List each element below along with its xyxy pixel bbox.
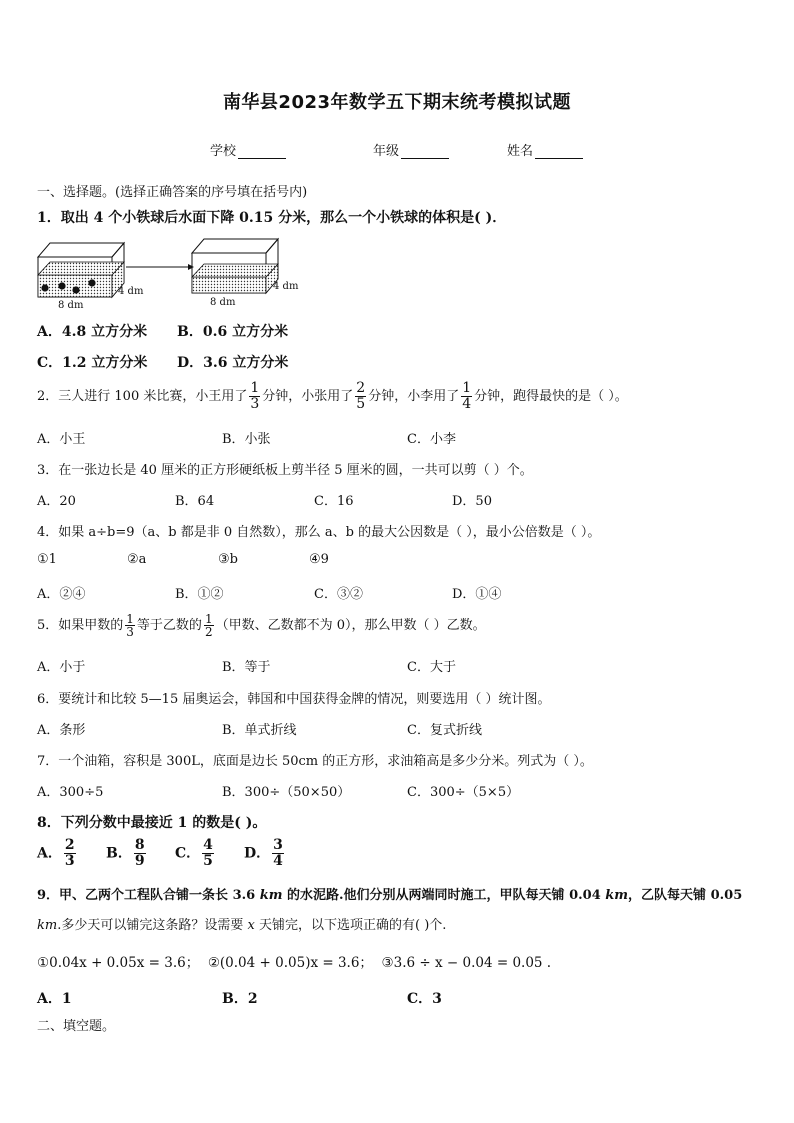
equation-2: ②(0.04 + 0.05)x = 3.6； [207, 955, 373, 971]
q4-option-c: C．③② [314, 587, 363, 602]
question-9-line-1: 9．甲、乙两个工程队合铺一条长 3.6 km 的水泥路.他们分别从两端同时施工，甲队每天铺 0.04 km，乙队每天铺 0.05 [37, 888, 743, 903]
school-field [210, 140, 286, 159]
q9-option-a: A．1 [37, 991, 72, 1007]
q3-option-d: D．50 [452, 494, 492, 509]
q2-option-c: C．小李 [407, 432, 456, 447]
q2-option-b: B．小张 [222, 432, 271, 447]
q1-option-d: D．3.6 立方分米 [177, 355, 289, 371]
fraction: $\frac{2}{3}$ [64, 837, 75, 869]
q3-option-a: A．20 [37, 494, 76, 509]
fraction: $\frac{1}{3}$ [250, 380, 260, 412]
fraction: $\frac{2}{5}$ [356, 380, 366, 412]
iron-ball [72, 286, 79, 293]
fraction: $\frac{3}{4}$ [273, 837, 283, 869]
variable-x: x [247, 918, 255, 933]
arrow-head [188, 264, 194, 270]
iron-ball [41, 284, 48, 291]
q7-option-b: B．300÷（50×50） [222, 785, 351, 800]
question-4: 4．如果 a÷b=9（a、b 都是非 0 自然数），那么 a、b 的最大公因数是（ ），最小公倍数是（ ）。 [37, 525, 601, 540]
q1-option-b: B．0.6 立方分米 [177, 324, 289, 340]
q4-item-2: ②a [127, 552, 147, 567]
q5-option-a: A．小于 [37, 660, 86, 675]
fraction: $\frac{1}{4}$ [462, 380, 472, 412]
q8-option-d: D． $\frac{3}{4}$ [244, 837, 283, 869]
question-2: 2．三人进行 100 米比赛，小王用了 $\frac{1}{3}$ 分钟，小张用了 $\frac{2}{5}$ 分钟，小李用了 $\frac{1}{4}$ 分钟，跑得最快的是（ ）。 [37, 380, 628, 412]
right-tank [192, 239, 278, 293]
question-5: 5．如果甲数的 $\frac{1}{3}$ 等于乙数的 $\frac{1}{2}$ （甲数、乙数都不为 0），那么甲数（ ）乙数。 [37, 612, 486, 639]
page-title: 南华县2023年数学五下期末统考模拟试题 [222, 92, 572, 113]
q4-option-a: A．②④ [37, 587, 86, 602]
iron-ball [88, 279, 95, 286]
q7-option-a: A．300÷5 [37, 785, 104, 800]
school-blank [238, 144, 286, 159]
section-2-heading: 二、填空题。 [37, 1019, 116, 1034]
question-3: 3．在一张边长是 40 厘米的正方形硬纸板上剪半径 5 厘米的圆，一共可以剪（ ）个。 [37, 463, 533, 478]
q4-item-4: ④9 [309, 552, 329, 567]
q4-item-3: ③b [218, 552, 238, 567]
fraction: $\frac{1}{3}$ [126, 612, 134, 639]
unit-km: km [37, 918, 58, 933]
q8-option-b: B． $\frac{8}{9}$ [106, 837, 145, 869]
grade-blank [401, 144, 449, 159]
unit-km: km [259, 888, 283, 903]
equation-1: ①0.04x + 0.05x = 3.6； [37, 955, 200, 971]
q5-option-b: B．等于 [222, 660, 271, 675]
q6-option-c: C．复式折线 [407, 723, 482, 738]
tank-figure [30, 235, 310, 315]
q1-option-a: A．4.8 立方分米 [37, 324, 148, 340]
name-blank [535, 144, 583, 159]
question-6: 6．要统计和比较 5—15 届奥运会，韩国和中国获得金牌的情况，则要选用（ ）统计图。 [37, 692, 551, 707]
q4-item-1: ①1 [37, 552, 57, 567]
fraction: $\frac{8}{9}$ [134, 837, 145, 869]
q2-option-a: A．小王 [37, 432, 86, 447]
q9-option-b: B．2 [222, 991, 258, 1007]
q6-option-b: B．单式折线 [222, 723, 297, 738]
grade-field [373, 140, 449, 159]
q6-option-a: A．条形 [37, 723, 86, 738]
q4-option-d: D．①④ [452, 587, 502, 602]
iron-ball [58, 282, 65, 289]
fraction: $\frac{1}{2}$ [204, 612, 213, 639]
name-field [507, 140, 583, 159]
question-8: 8．下列分数中最接近 1 的数是( )。 [37, 815, 267, 831]
left-height-label: 4 dm [118, 286, 144, 297]
unit-km: km [605, 888, 629, 903]
equation-3: ③3.6 ÷ x − 0.04 = 0.05 . [381, 955, 552, 971]
question-1: 1．取出 4 个小铁球后水面下降 0.15 分米，那么一个小铁球的体积是( )． [37, 210, 507, 226]
left-tank [38, 243, 124, 297]
q7-option-c: C．300÷（5×5） [407, 785, 520, 800]
q9-option-c: C．3 [407, 991, 442, 1007]
question-9-line-2: km.多少天可以铺完这条路？设需要 x 天铺完，以下选项正确的有( )个. [37, 918, 447, 933]
grade-label: 年级 [373, 144, 400, 159]
left-width-label: 8 dm [58, 300, 84, 311]
q8-option-a: A． $\frac{2}{3}$ [37, 837, 75, 869]
question-9-equations [37, 951, 551, 971]
right-width-label: 8 dm [210, 297, 236, 308]
q4-option-b: B．①② [175, 587, 224, 602]
right-height-label: 4 dm [273, 281, 299, 292]
q8-option-c: C． $\frac{4}{5}$ [175, 837, 213, 869]
q1-option-c: C．1.2 立方分米 [37, 355, 148, 371]
q3-option-c: C．16 [314, 494, 354, 509]
school-label: 学校 [210, 144, 237, 159]
fraction: $\frac{4}{5}$ [203, 837, 213, 869]
question-7: 7．一个油箱，容积是 300L，底面是边长 50cm 的正方形，求油箱高是多少分米。列式为（ ）。 [37, 754, 593, 769]
name-label: 姓名 [507, 144, 534, 159]
q5-option-c: C．大于 [407, 660, 456, 675]
section-1-heading: 一、选择题。(选择正确答案的序号填在括号内) [37, 185, 308, 200]
q3-option-b: B．64 [175, 494, 215, 509]
